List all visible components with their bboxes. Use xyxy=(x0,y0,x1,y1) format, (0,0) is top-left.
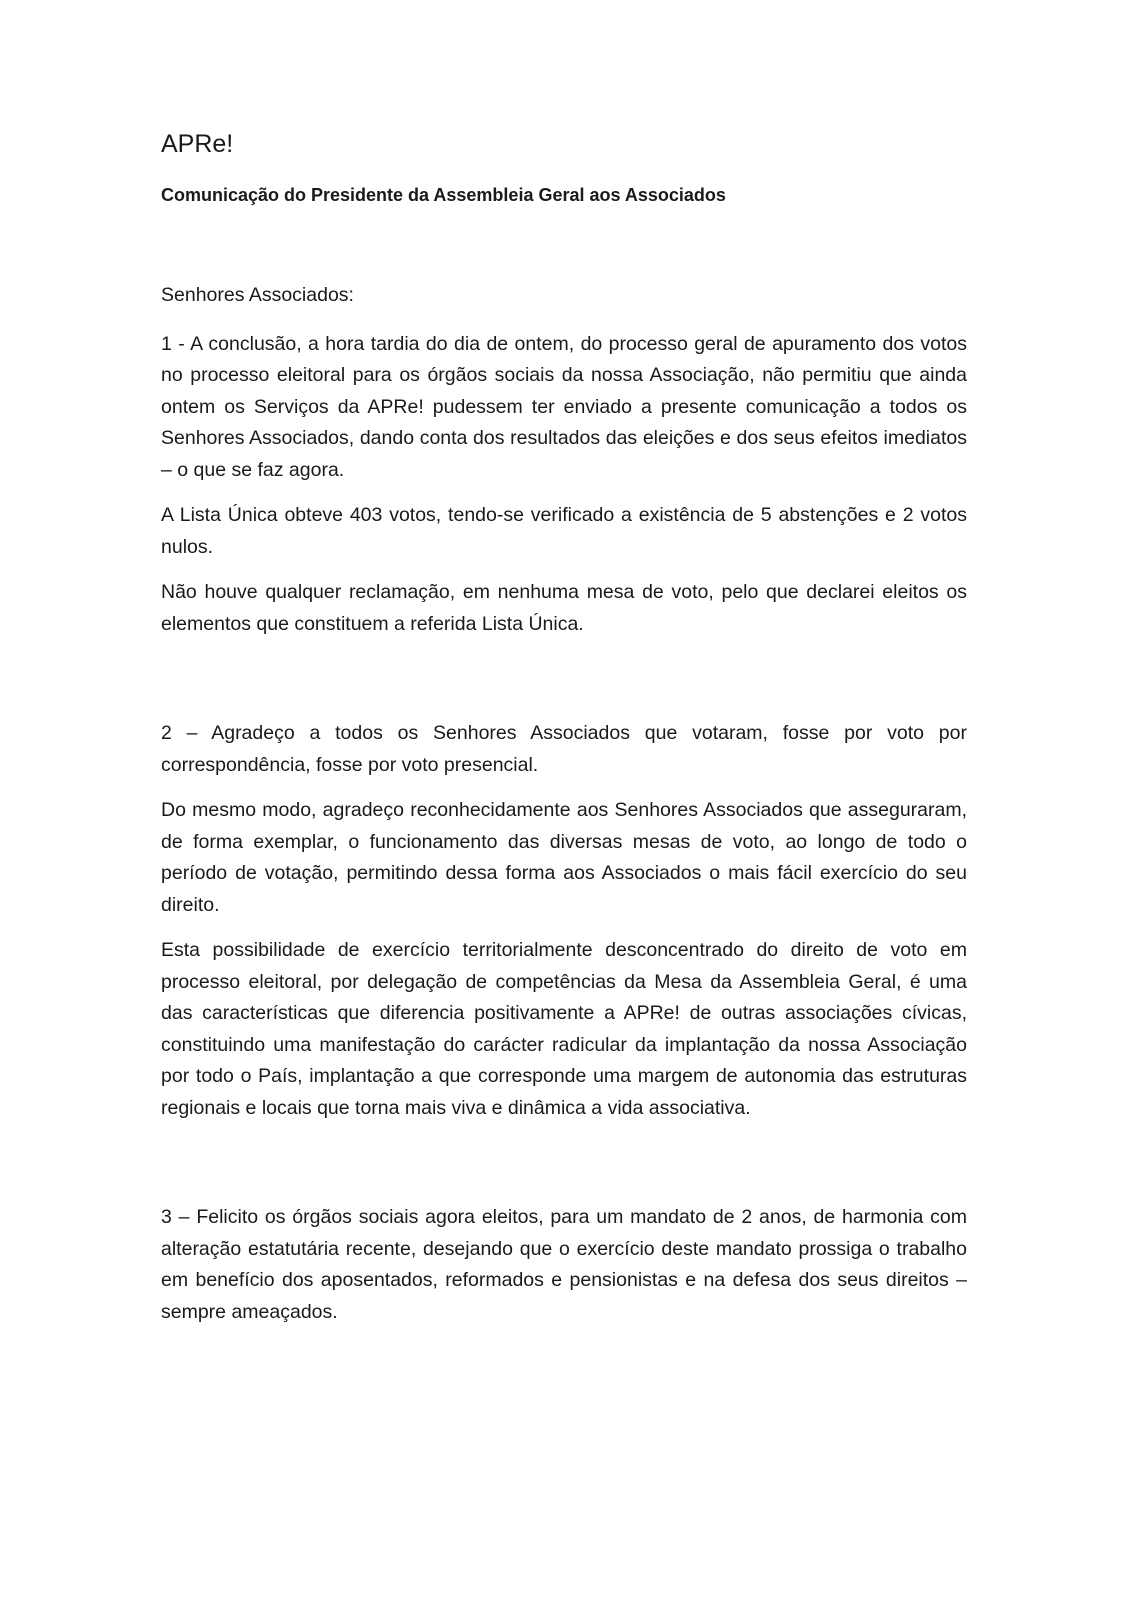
section-spacer xyxy=(161,654,967,718)
section-1-paragraph-3: Não houve qualquer reclamação, em nenhuma mesa de voto, pelo que declarei eleitos os elementos que constituem a referida Lista Única. xyxy=(161,581,967,635)
section-2 xyxy=(161,718,967,1124)
section-2-paragraph-3: Esta possibilidade de exercício territorialmente desconcentrado do direito de voto em processo eleitoral, por delegação de competências da Mesa da Assembleia Geral, é uma das características que diferencia positivamente a APRe! de outras associações cívicas, constituindo uma manifestação do carácter radicular da implantação da nossa Associação por todo o País, implantação a que corresponde uma margem de autonomia das estruturas regionais e locais que torna mais viva e dinâmica a vida associativa. xyxy=(161,939,967,1119)
section-1-paragraph-1: 1 - A conclusão, a hora tardia do dia de ontem, do processo geral de apuramento dos votos no processo eleitoral para os órgãos sociais da nossa Associação, não permitiu que ainda ontem os Serviços da APRe! pudessem ter enviado a presente comunicação a todos os Senhores Associados, dando conta dos resultados das eleições e dos seus efeitos imediatos – o que se faz agora. xyxy=(161,332,967,481)
section-2-paragraph-2: Do mesmo modo, agradeço reconhecidamente aos Senhores Associados que asseguraram, de forma exemplar, o funcionamento das diversas mesas de voto, ao longo de todo o período de votação, permitindo dessa forma aos Associados o mais fácil exercício do seu direito. xyxy=(161,799,967,916)
section-3 xyxy=(161,1202,967,1328)
section-3-paragraph-1: 3 – Felicito os órgãos sociais agora eleitos, para um mandato de 2 anos, de harmonia com alteração estatutária recente, desejando que o exercício deste mandato prossiga o trabalho em benefício dos aposentados, reformados e pensionistas e na defesa dos seus direitos – sempre ameaçados. xyxy=(161,1206,967,1323)
section-1-paragraph-2: A Lista Única obteve 403 votos, tendo-se verificado a existência de 5 abstenções e 2 votos nulos. xyxy=(161,504,967,558)
section-spacer xyxy=(161,1138,967,1202)
section-2-paragraph-1: 2 – Agradeço a todos os Senhores Associados que votaram, fosse por voto por correspondência, fosse por voto presencial. xyxy=(161,722,967,776)
section-1 xyxy=(161,329,967,641)
document-page xyxy=(161,128,967,1342)
organization-name: APRe! xyxy=(161,130,234,158)
greeting: Senhores Associados: xyxy=(161,284,354,306)
document-subtitle: Comunicação do Presidente da Assembleia Geral aos Associados xyxy=(161,185,726,205)
